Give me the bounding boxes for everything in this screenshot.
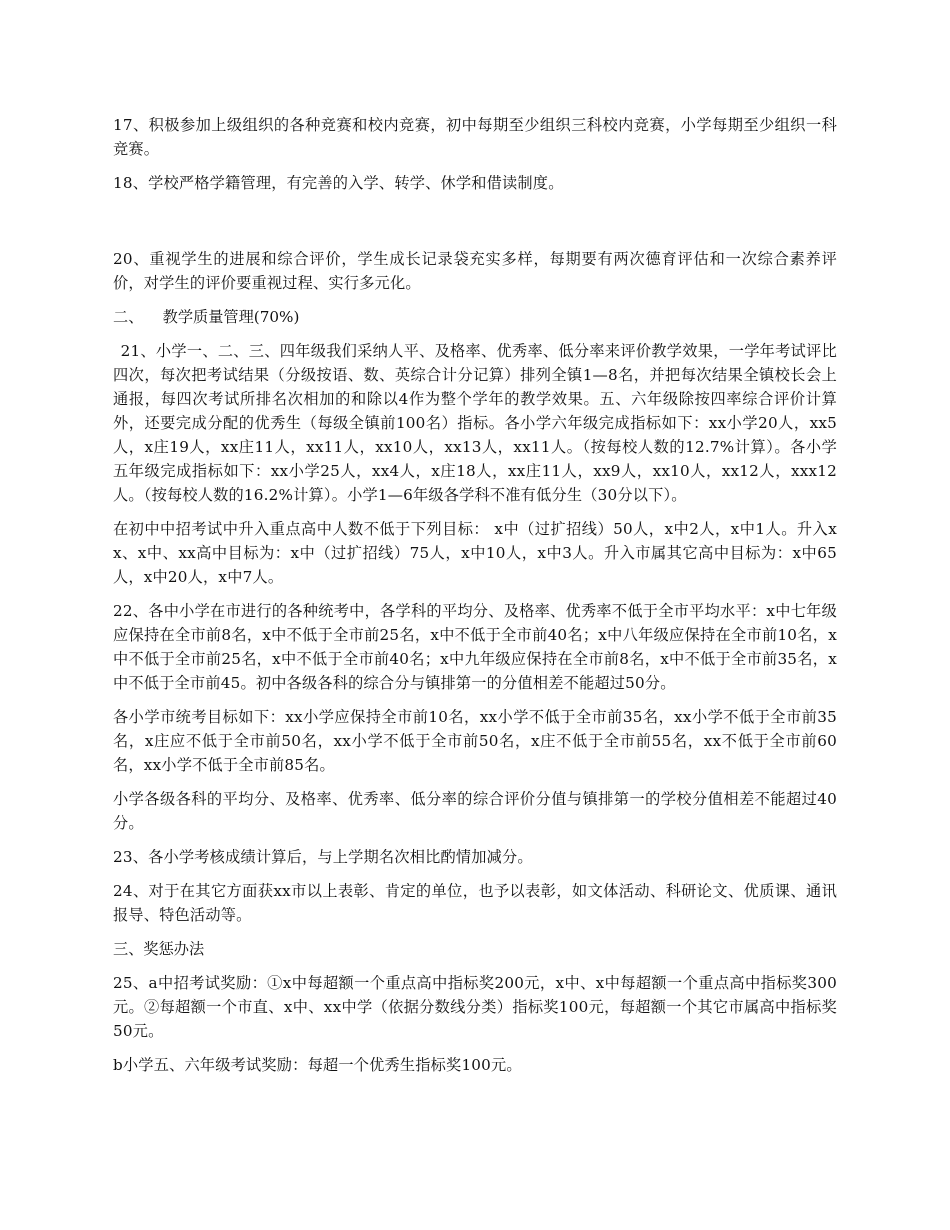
paragraph-25: 25、a中招考试奖励：①x中每超额一个重点高中指标奖200元，x中、x中每超额一个重点高中指标奖300元。②每超额一个市直、x中、xx中学（依据分数线分类）指标奖100元，每超额一个其它市属高中指标奖50元。: [113, 974, 837, 1040]
paragraph-17: 17、积极参加上级组织的各种竞赛和校内竞赛，初中每期至少组织三科校内竞赛，小学每期至少组织一科竞赛。: [113, 116, 837, 158]
paragraph-22-primary-targets: 各小学市统考目标如下：xx小学应保持全市前10名，xx小学不低于全市前35名，xx小学不低于全市前35名，x庄应不低于全市前50名，xx小学不低于全市前50名，x庄不低于全市前55名，xx不低于全市前60名，xx小学不低于全市前85名。: [113, 708, 837, 774]
document-page: [113, 113, 837, 1077]
paragraph-22-primary-scores: 小学各级各科的平均分、及格率、优秀率、低分率的综合评价分值与镇排第一的学校分值相差不能超过40分。: [113, 790, 837, 832]
paragraph-24: 24、对于在其它方面获xx市以上表彰、肯定的单位，也予以表彰，如文体活动、科研论文、优质课、通讯报导、特色活动等。: [113, 882, 837, 924]
paragraph-20: 20、重视学生的进展和综合评价，学生成长记录袋充实多样，每期要有两次德育评估和一次综合素养评价，对学生的评价要重视过程、实行多元化。: [113, 250, 837, 292]
paragraph-23: 23、各小学考核成绩计算后，与上学期名次相比酌情加减分。: [113, 848, 533, 866]
section-heading-rewards: 三、奖惩办法: [113, 940, 205, 958]
paragraph-18: 18、学校严格学籍管理，有完善的入学、转学、休学和借读制度。: [113, 174, 564, 192]
paragraph-22: 22、各中小学在市进行的各种统考中，各学科的平均分、及格率、优秀率不低于全市平均水平：x中七年级应保持在全市前8名，x中不低于全市前25名，x中不低于全市前40名；x中八年级应保持在全市前10名，x中不低于全市前25名，x中不低于全市前40名；x中九年级应保持在全市前8名，x中不低于全市前35名，x中不低于全市前45。初中各级各科的综合分与镇排第一的分值相差不能超过50分。: [113, 602, 837, 692]
paragraph-21-targets: 在初中中招考试中升入重点高中人数不低于下列目标： x中（过扩招线）50人，x中2人，x中1人。升入xx、x中、xx高中目标为：x中（过扩招线）75人，x中10人，x中3人。升入市属其它高中目标为：x中65人，x中20人，x中7人。: [113, 520, 837, 586]
section-heading-teaching-quality: 二、 教学质量管理(70%): [113, 308, 300, 326]
paragraph-21: 21、小学一、二、三、四年级我们采纳人平、及格率、优秀率、低分率来评价教学效果，一学年考试评比四次，每次把考试结果（分级按语、数、英综合计分记算）排列全镇1—8名，并把每次结果全镇校长会上通报，每四次考试所排名次相加的和除以4作为整个学年的教学效果。五、六年级除按四率综合评价计算外，还要完成分配的优秀生（每级全镇前100名）指标。各小学六年级完成指标如下：xx小学20人，xx5人，x庄19人，xx庄11人，xx11人，xx10人，xx13人，xx11人。（按每校人数的12.7%计算）。各小学五年级完成指标如下：xx小学25人，xx4人，x庄18人，xx庄11人，xx9人，xx10人，xx12人，xxx12人。（按每校人数的16.2%计算）。小学1—6年级各学科不准有低分生（30分以下）。: [113, 342, 837, 504]
paragraph-25-primary: b小学五、六年级考试奖励：每超一个优秀生指标奖100元。: [113, 1056, 522, 1074]
